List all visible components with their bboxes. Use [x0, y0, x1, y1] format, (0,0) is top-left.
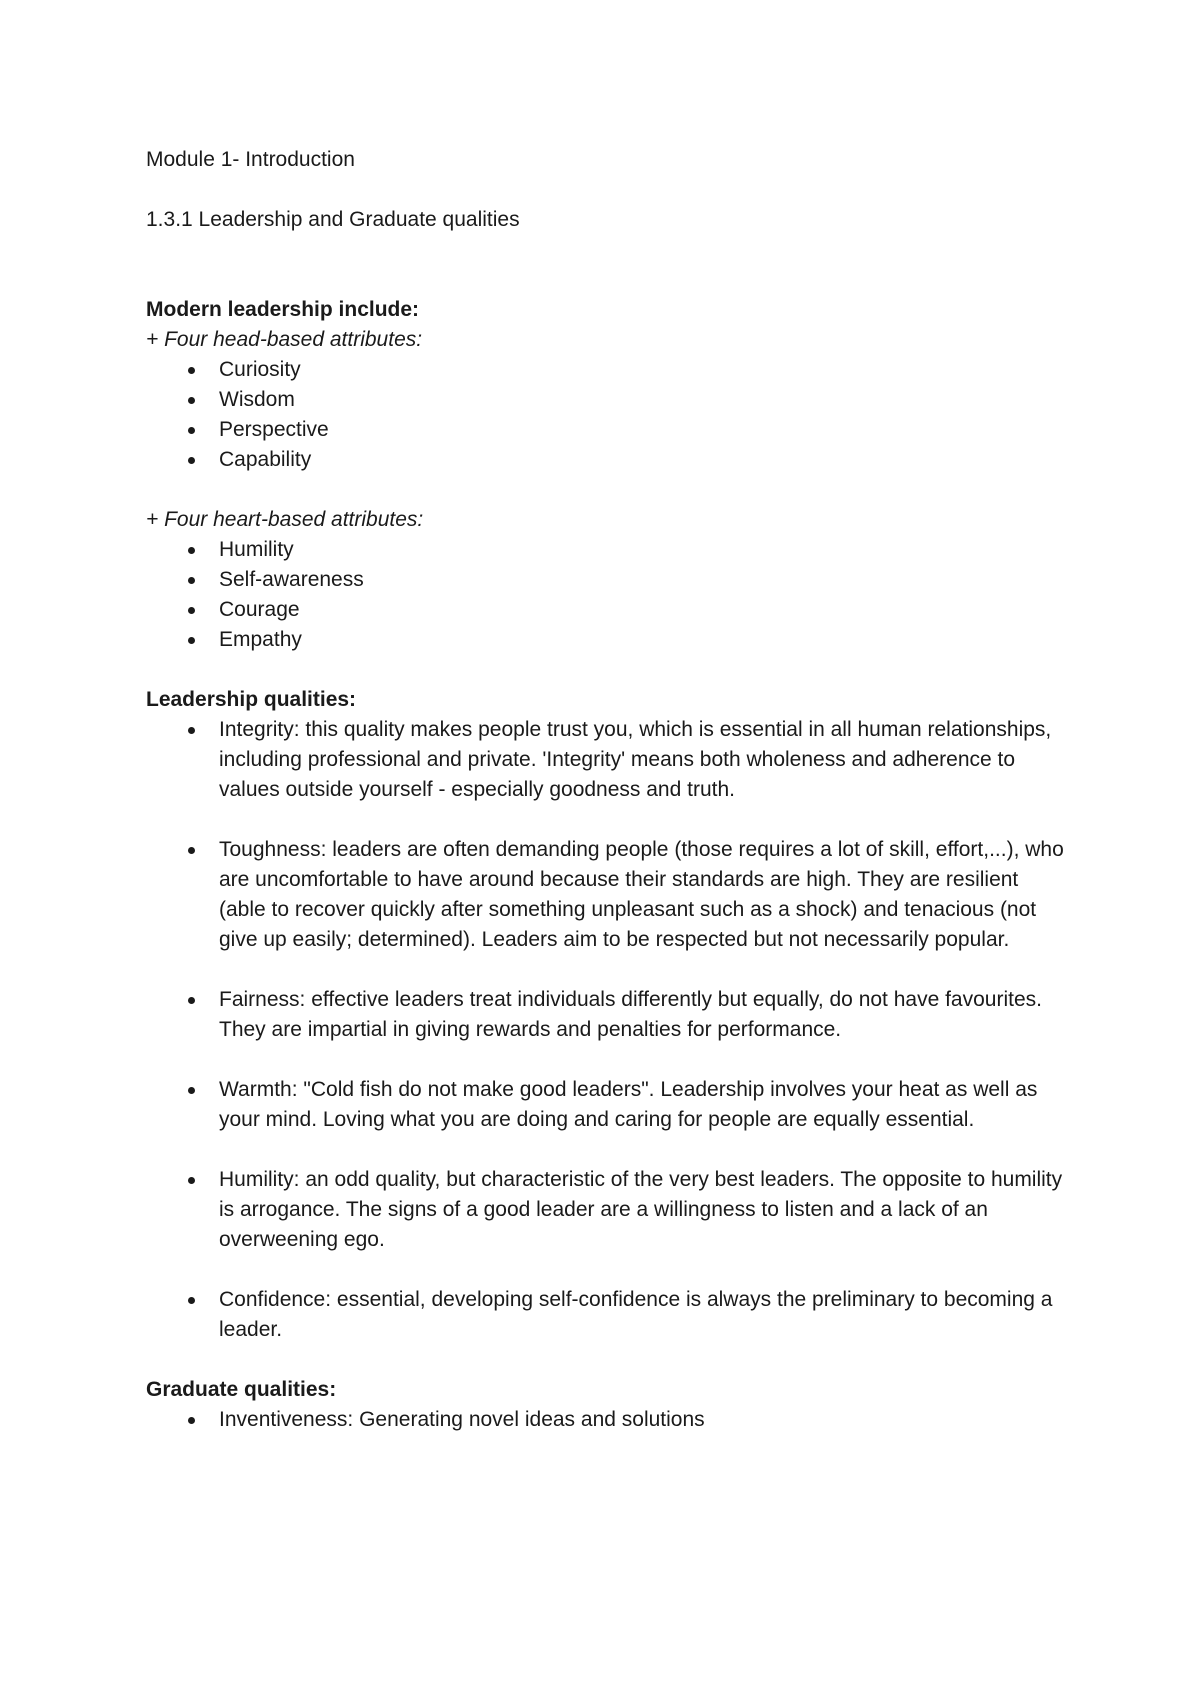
graduate-qualities-list	[146, 1405, 1066, 1435]
list-item: Perspective	[146, 415, 1066, 445]
list-item: Courage	[146, 595, 1066, 625]
section-subtitle: 1.3.1 Leadership and Graduate qualities	[146, 208, 520, 231]
list-item: Humility: an odd quality, but characteristic of the very best leaders. The opposite to humility is arrogance. The signs of a good leader are a willingness to listen and a lack of an overweening ego.	[146, 1165, 1066, 1255]
list-item: Self-awareness	[146, 565, 1066, 595]
list-item: Curiosity	[146, 355, 1066, 385]
spacer	[146, 1135, 1066, 1165]
spacer	[146, 655, 1066, 685]
heart-attributes-label: + Four heart-based attributes:	[146, 508, 424, 531]
list-item: Empathy	[146, 625, 1066, 655]
head-attributes-list	[146, 355, 1066, 475]
spacer	[146, 805, 1066, 835]
head-attributes-label: + Four head-based attributes:	[146, 328, 423, 351]
list-item: Toughness: leaders are often demanding people (those requires a lot of skill, effort,...), who are uncomfortable to have around because their standards are high. They are resilient (able to recover quickly after something unpleasant such as a shock) and tenacious (not give up easily; determined). Leaders aim to be respected but not necessarily popular.	[146, 835, 1066, 955]
list-item: Integrity: this quality makes people trust you, which is essential in all human relationships, including professional and private. 'Integrity' means both wholeness and adherence to values outside yourself - especially goodness and truth.	[146, 715, 1066, 805]
leadership-qualities-heading: Leadership qualities:	[146, 688, 357, 711]
list-item: Inventiveness: Generating novel ideas and solutions	[146, 1405, 1066, 1435]
leadership-qualities-list	[146, 715, 1066, 1345]
list-item: Warmth: "Cold fish do not make good leaders". Leadership involves your heat as well as your mind. Loving what you are doing and caring for people are equally essential.	[146, 1075, 1066, 1135]
list-item: Fairness: effective leaders treat individuals differently but equally, do not have favourites. They are impartial in giving rewards and penalties for performance.	[146, 985, 1066, 1045]
spacer	[146, 1045, 1066, 1075]
list-item: Humility	[146, 535, 1066, 565]
list-item: Wisdom	[146, 385, 1066, 415]
graduate-qualities-heading: Graduate qualities:	[146, 1378, 337, 1401]
spacer	[146, 955, 1066, 985]
list-item: Confidence: essential, developing self-confidence is always the preliminary to becoming a leader.	[146, 1285, 1066, 1345]
list-item: Capability	[146, 445, 1066, 475]
spacer	[146, 475, 1066, 505]
modern-leadership-heading: Modern leadership include:	[146, 298, 420, 321]
heart-attributes-list	[146, 535, 1066, 655]
spacer	[146, 1255, 1066, 1285]
module-title: Module 1- Introduction	[146, 148, 355, 171]
document-content	[146, 145, 1066, 1435]
spacer	[146, 1345, 1066, 1375]
